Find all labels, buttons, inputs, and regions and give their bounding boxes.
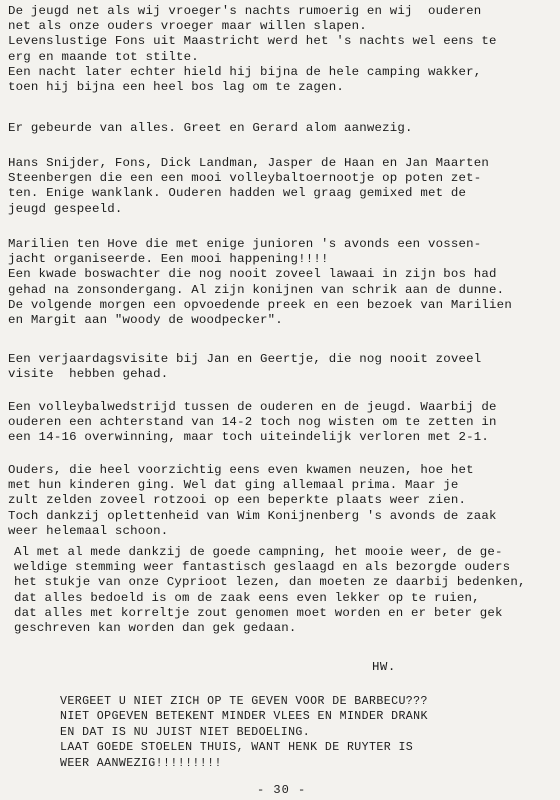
paragraph-volleyball-tournament: Hans Snijder, Fons, Dick Landman, Jasper de Haan en Jan Maarten Steenbergen die een een mooi volleybaltoernootje op poten zet- ten. Enige wanklank. Ouderen hadden wel graag gemixed met de jeugd gespeeld.	[8, 156, 490, 216]
page-number: - 30 -	[257, 783, 307, 797]
paragraph-greet-gerard: Er gebeurde van alles. Greet en Gerard alom aanwezig.	[8, 121, 413, 135]
paragraph-conclusion: Al met al mede dankzij de goede campning, het mooie weer, de ge- weldige stemming weer fantastisch geslaagd en als bezorgde ouders het stukje van onze Cyprioot lezen, dan moeten ze daarbij bedenken, dat alles bedoeld is om de zaak eens even lekker op te ruien, dat alles met korreltje zout genomen moet worden en er beter gek geschreven kan worden dan gek gedaan.	[14, 545, 526, 636]
barbecue-notice: VERGEET U NIET ZICH OP TE GEVEN VOOR DE BARBECU??? NIET OPGEVEN BETEKENT MINDER VLEES EN MINDER DRANK EN DAT IS NU JUIST NIET BEDOELING. LAAT GOEDE STOELEN THUIS, WANT HENK DE RUYTER IS WEER AANWEZIG!!!!!!!!!	[60, 695, 428, 770]
paragraph-parents-visit: Ouders, die heel voorzichtig eens even kwamen neuzen, hoe het met hun kinderen ging. Wel dat ging allemaal prima. Maar je zult zelden zoveel rotzooi op een beperkte plaats weer zien. Toch dankzij oplettenheid van Wim Konijnenberg 's avonds de zaak weer helemaal schoon.	[8, 463, 497, 538]
paragraph-birthday-visit: Een verjaardagsvisite bij Jan en Geertje, die nog nooit zoveel visite hebben gehad.	[8, 352, 482, 382]
paragraph-fox-hunt: Marilien ten Hove die met enige junioren 's avonds een vossen- jacht organiseerde. Een mooi happening!!!! Een kwade boswachter die nog nooit zoveel lawaai in zijn bos had gehad na zonsondergang. Al zijn konijnen van schrik aan de dunne. De volgende morgen een opvoedende preek en een bezoek van Marilien en Margit aan "woody de woodpecker".	[8, 237, 512, 328]
paragraph-volleyball-match: Een volleybalwedstrijd tussen de ouderen en de jeugd. Waarbij de ouderen een achterstand van 14-2 toch nog wisten om te zetten in een 14-16 overwinning, maar toch uiteindelijk verloren met 2-1.	[8, 400, 497, 445]
paragraph-night-noise: De jeugd net als wij vroeger's nachts rumoerig en wij ouderen net als onze ouders vroeger maar willen slapen. Levenslustige Fons uit Maastricht werd het 's nachts wel eens te erg en maande tot stilte. Een nacht later echter hield hij bijna de hele camping wakker, toen hij bijna een heel bos lag om te zagen.	[8, 4, 497, 95]
signature: HW.	[372, 660, 396, 674]
